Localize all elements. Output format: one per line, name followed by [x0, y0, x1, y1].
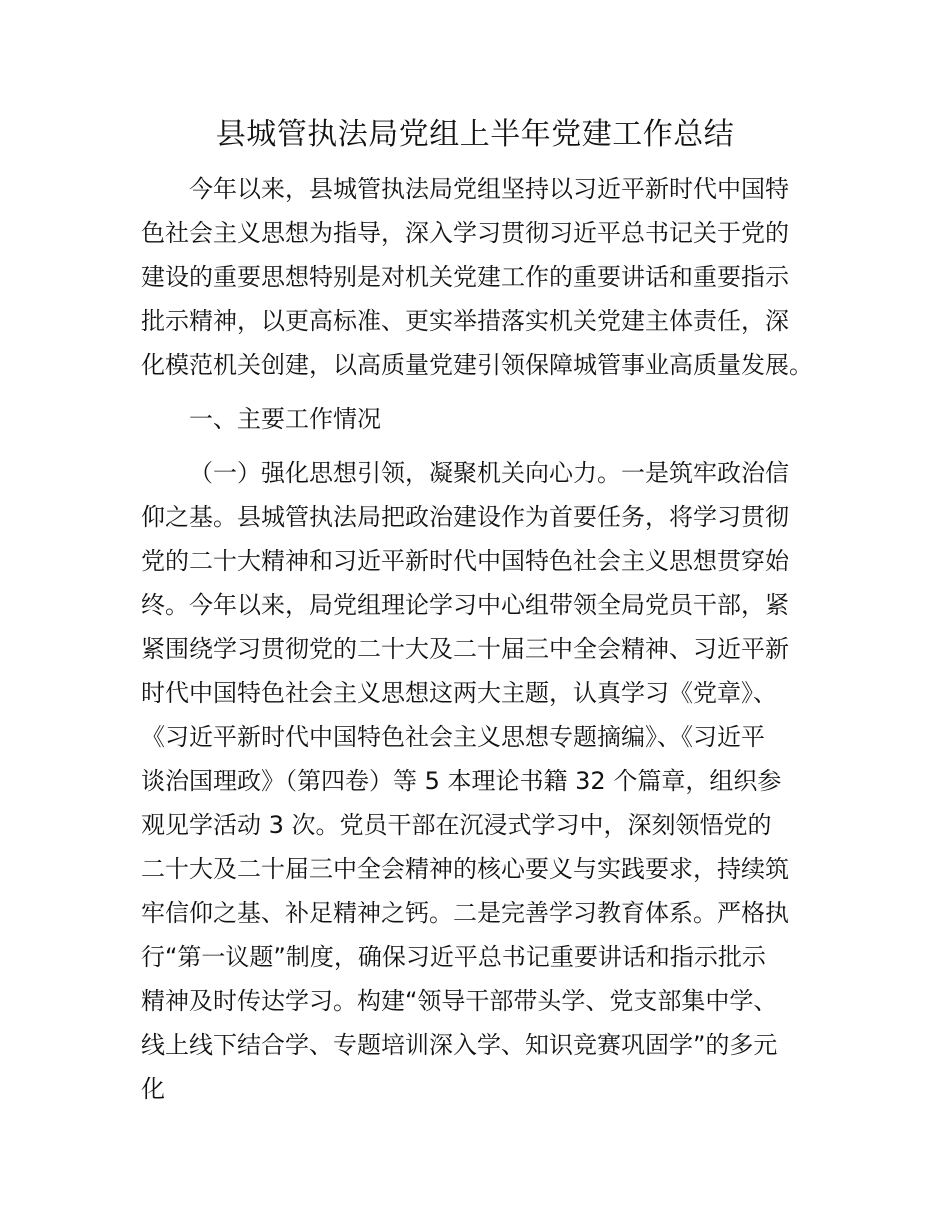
paragraph-body-line-1: （一）强化思想引领，凝聚机关向心力。一是筑牢政治信 — [189, 459, 789, 487]
paragraph-intro-line-5: 化模范机关创建，以高质量党建引领保障城管事业高质量发展。 — [141, 351, 813, 379]
paragraph-body-line-11: 牢信仰之基、补足精神之钙。二是完善学习教育体系。严格执 — [141, 899, 789, 927]
paragraph-body-line-5: 紧围绕学习贯彻党的二十大及二十届三中全会精神、习近平新 — [141, 635, 789, 663]
paragraph-body-line-9: 观见学活动 3 次。党员干部在沉浸式学习中，深刻领悟党的 — [141, 811, 772, 839]
paragraph-intro-line-3: 建设的重要思想特别是对机关党建工作的重要讲话和重要指示 — [141, 263, 789, 291]
section-heading: 一、主要工作情况 — [189, 405, 381, 433]
paragraph-intro-line-2: 色社会主义思想为指导，深入学习贯彻习近平总书记关于党的 — [141, 219, 789, 247]
paragraph-body-line-13: 精神及时传达学习。构建“领导干部带头学、党支部集中学、 — [141, 987, 778, 1015]
paragraph-body-line-15: 化 — [141, 1075, 165, 1103]
document-title: 县城管执法局党组上半年党建工作总结 — [215, 117, 735, 152]
paragraph-body-line-10: 二十大及二十届三中全会精神的核心要义与实践要求，持续筑 — [141, 855, 789, 883]
paragraph-body-line-4: 终。今年以来，局党组理论学习中心组带领全局党员干部，紧 — [141, 591, 789, 619]
paragraph-body-line-8: 谈治国理政》（第四卷）等 5 本理论书籍 32 个篇章，组织参 — [141, 767, 782, 795]
paragraph-intro-line-4: 批示精神，以更高标准、更实举措落实机关党建主体责任，深 — [141, 307, 789, 335]
paragraph-body-line-12: 行“第一议题”制度，确保习近平总书记重要讲话和指示批示 — [141, 943, 766, 971]
paragraph-body-line-6: 时代中国特色社会主义思想这两大主题，认真学习《党章》、 — [141, 679, 777, 707]
paragraph-body-line-7: 《习近平新时代中国特色社会主义思想专题摘编》、《习近平 — [141, 723, 765, 751]
paragraph-body-line-14: 线上线下结合学、专题培训深入学、知识竞赛巩固学”的多元 — [141, 1031, 778, 1059]
paragraph-body-line-3: 党的二十大精神和习近平新时代中国特色社会主义思想贯穿始 — [141, 547, 789, 575]
paragraph-body-line-2: 仰之基。县城管执法局把政治建设作为首要任务，将学习贯彻 — [141, 503, 789, 531]
paragraph-intro-line-1: 今年以来，县城管执法局党组坚持以习近平新时代中国特 — [189, 175, 789, 203]
